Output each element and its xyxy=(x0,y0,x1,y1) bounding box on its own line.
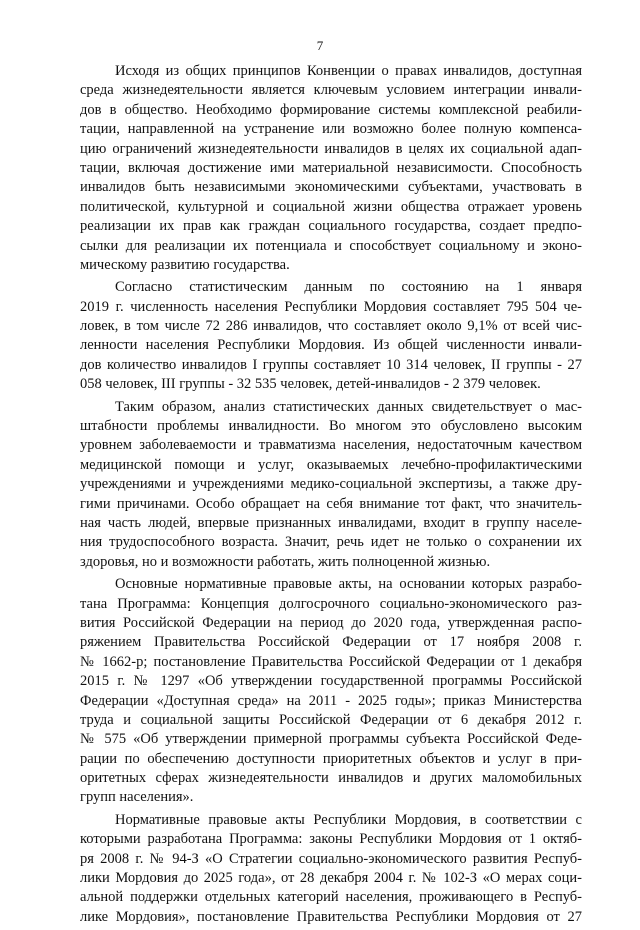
text-line: медицинской помощи и услуг, оказываемых лечебно-профилактическими xyxy=(80,456,582,473)
text-line: реализации их прав как граждан социального государства, создает предпо- xyxy=(80,218,582,235)
text-line: вития Российской Федерации на период до 2020 года, утвержденная распо- xyxy=(80,614,582,631)
text-line: ряжением Правительства Российской Федерации от 17 ноября 2008 г. xyxy=(80,634,582,651)
text-line: учреждениями и учреждениями медико-социальной экспертизы, а также дру- xyxy=(80,476,582,493)
text-line: № 1662-р; постановление Правительства Российской Федерации от 1 декабря xyxy=(80,653,582,670)
paragraph xyxy=(80,278,582,394)
paragraph xyxy=(80,811,582,927)
text-line: ная часть людей, впервые признанных инвалидами, входит в группу населе- xyxy=(80,514,582,531)
text-line: инвалидов быть независимыми экономическими субъектами, участвовать в xyxy=(80,179,582,196)
text-line: ря 2008 г. № 94-З «О Стратегии социально-экономического развития Респуб- xyxy=(80,850,582,867)
text-line: Таким образом, анализ статистических данных свидетельствует о мас- xyxy=(115,398,582,415)
text-line: штабности проблемы инвалидности. Во многом это обусловлено высоким xyxy=(80,418,582,435)
body-text xyxy=(80,62,582,930)
text-line: тана Программа: Концепция долгосрочного социально-экономического раз- xyxy=(80,595,582,612)
text-line: групп населения». xyxy=(80,789,194,806)
text-line: Нормативные правовые акты Республики Мордовия, в соответствии с xyxy=(115,811,582,828)
text-line: Федерации «Доступная среда» на 2011 - 2025 годы»; приказ Министерства xyxy=(80,692,582,709)
text-line: дов количество инвалидов I группы составляет 10 314 человек, II группы - 27 xyxy=(80,356,582,373)
text-line: труда и социальной защиты Российской Федерации от 6 декабря 2012 г. xyxy=(80,711,582,728)
text-line: лики Мордовия до 2025 года», от 28 декабря 2004 г. № 102-З «О мерах соци- xyxy=(80,870,582,887)
text-line: Основные нормативные правовые акты, на основании которых разрабо- xyxy=(115,576,582,593)
text-line: лике Мордовия», постановление Правительства Республики Мордовия от 27 xyxy=(80,908,582,925)
text-line: 2019 г. численность населения Республики Мордовия составляет 795 504 че- xyxy=(80,298,582,315)
text-line: рации по обеспечению доступности приоритетных объектов и услуг в при- xyxy=(80,750,582,767)
text-line: дов в общество. Необходимо формирование системы комплексной реабили- xyxy=(80,101,582,118)
text-line: гими причинами. Особо обращает на себя внимание тот факт, что значитель- xyxy=(80,495,582,512)
text-line: политической, культурной и социальной жизни общества отражает уровень xyxy=(80,198,582,215)
paragraph xyxy=(80,62,582,275)
text-line: ленности населения Республики Мордовия. Из общей численности инвали- xyxy=(80,337,582,354)
text-line: оритетных сферах жизнедеятельности инвалидов и других маломобильных xyxy=(80,770,582,787)
text-line: уровнем заболеваемости и травматизма населения, недостаточным качеством xyxy=(80,437,582,454)
paragraph xyxy=(80,398,582,573)
paragraph xyxy=(80,575,582,808)
text-line: № 575 «Об утверждении примерной программы субъекта Российской Феде- xyxy=(80,731,582,748)
text-line: мическому развитию государства. xyxy=(80,256,290,273)
page-number: 7 xyxy=(316,38,324,53)
text-line: ловек, в том числе 72 286 инвалидов, что составляет около 9,1% от всей чис- xyxy=(80,318,582,335)
text-line: ния трудоспособного возраста. Значит, речь идет не только о сохранении их xyxy=(80,534,582,551)
text-line: тации, включая достижение ими материальной независимости. Способность xyxy=(80,159,582,176)
text-line: которыми разработана Программа: законы Республики Мордовия от 1 октяб- xyxy=(80,831,582,848)
text-line: Согласно статистическим данным по состоянию на 1 января xyxy=(115,279,582,296)
text-line: среда жизнедеятельности является ключевым условием интеграции инвали- xyxy=(80,82,582,99)
text-line: 058 человек, III группы - 32 535 человек, детей-инвалидов - 2 379 человек. xyxy=(80,376,541,393)
text-line: Исходя из общих принципов Конвенции о правах инвалидов, доступная xyxy=(115,63,582,79)
text-line: здоровья, но и возможности работать, жить полноценной жизнью. xyxy=(80,553,491,570)
text-line: 2015 г. № 1297 «Об утверждении государственной программы Российской xyxy=(80,673,582,690)
text-line: альной поддержки отдельных категорий населения, проживающего в Респуб- xyxy=(80,889,582,906)
text-line: сылки для реализации их потенциала и способствует социальному и эконо- xyxy=(80,237,582,254)
text-line: тации, направленной на устранение или возможно более полную компенса- xyxy=(80,121,582,138)
text-line: цию ограничений жизнедеятельности инвалидов в целях их социальной адап- xyxy=(80,140,582,157)
